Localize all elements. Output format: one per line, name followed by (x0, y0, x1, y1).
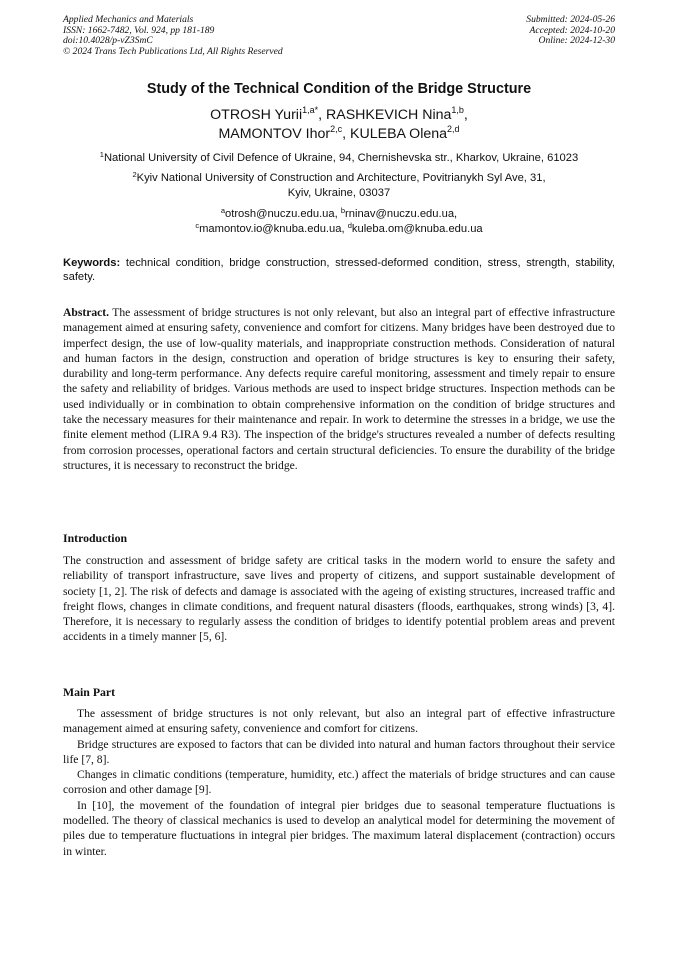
email-mark: c (195, 220, 200, 230)
affiliation-line: Kyiv, Ukraine, 03037 (287, 186, 391, 199)
keywords-label: Keywords: (63, 257, 121, 269)
author-emails (0, 207, 678, 236)
journal-copyright: © 2024 Trans Tech Publications Ltd, All Rights Reserved (63, 45, 283, 57)
email-link[interactable]: mamontov.io@knuba.edu.ua, (199, 222, 345, 235)
journal-doi[interactable]: doi:10.4028/p-vZ3SmC (63, 35, 153, 47)
main-part-heading: Main Part (63, 685, 116, 699)
author-line-2: MAMONTOV Ihor$^{2,c}$, KULEBA Olena$^{2,d}$ (218, 123, 460, 142)
affiliation-2 (0, 171, 678, 200)
author-list (0, 106, 678, 143)
paragraph: Bridge structures are exposed to factors that can be divided into natural and human factors throughout their service life [7, 8]. (63, 737, 615, 766)
online-date: Online: 2024-12-30 (538, 35, 615, 47)
email-link[interactable]: rninav@nuczu.edu.ua, (345, 208, 458, 220)
email-line (0, 222, 678, 237)
keywords-section (63, 256, 615, 285)
affiliation-text: Kyiv National University of Construction and Architecture, Povitrianykh Syl Ave, 31, (136, 172, 546, 184)
paper-title: Study of the Technical Condition of the Bridge Structure (146, 81, 532, 97)
submitted-date: Submitted: 2024-05-26 (526, 14, 615, 25)
email-mark: b (340, 206, 346, 215)
paragraph: In [10], the movement of the foundation of integral pier bridges due to seasonal temperature fluctuations is modelled. The theory of classical mechanics is used to develop an analytical model for determining the movement of piles due to temperature fluctuations in integral pier bridges. The maximum lateral displacement (contraction) occurs in winter. (63, 798, 615, 858)
email-link[interactable]: otrosh@nuczu.edu.ua, (225, 208, 338, 220)
abstract-label: Abstract. (63, 306, 110, 319)
email-mark: d (347, 220, 352, 230)
introduction-heading: Introduction (63, 531, 128, 545)
paragraph: Changes in climatic conditions (temperature, humidity, etc.) affect the materials of bridge structures and can cause corrosion and other damage [9]. (63, 768, 615, 797)
main-part-section (63, 706, 615, 859)
author-name: OTROSH Yurii (210, 107, 303, 123)
affiliation-line (0, 171, 678, 186)
email-line (0, 207, 678, 222)
affiliation-1 (0, 151, 678, 166)
publication-dates (526, 15, 615, 47)
journal-info (63, 15, 283, 57)
author-name: KULEBA Olena (350, 125, 448, 142)
author-affiliation-mark: 1,a* (302, 105, 319, 115)
author-name: MAMONTOV Ihor (218, 125, 331, 142)
author-affiliation-mark: 2,d (447, 123, 460, 134)
accepted-date: Accepted: 2024-10-20 (529, 24, 615, 36)
introduction-text: The construction and assessment of bridge safety are critical tasks in the modern world to ensure the safety and reliability of transport infrastructure, save lives and property of citizens, and support sustainable development of society [1, 2]. The risk of defects and damage is associated with the ageing of existing structures, increased traffic and freight flows, changes in climate conditions, and frequent natural disasters (floods, earthquakes, strong winds) [3, 4]. Therefore, it is necessary to regularly assess the condition of bridges to identify potential problem areas and prevent accidents in a timely manner [5, 6]. (63, 554, 615, 644)
affiliation-text: National University of Civil Defence of Ukraine, 94, Chernishevska str., Kharkov, Ukraine, 61023 (103, 152, 579, 164)
keywords-text: technical condition, bridge construction, stressed-deformed condition, stress, strength, stability, safety. (63, 257, 615, 284)
author-affiliation-mark: 2,c (330, 123, 343, 134)
affiliation-mark: 1 (99, 150, 104, 159)
journal-issn: ISSN: 1662-7482, Vol. 924, pp 181-189 (63, 24, 215, 36)
email-mark: a (220, 206, 225, 215)
paragraph: The assessment of bridge structures is not only relevant, but also an integral part of effective infrastructure management aimed at ensuring safety, convenience and comfort for citizens. (63, 707, 615, 736)
affiliation-mark: 2 (132, 170, 137, 179)
author-affiliation-mark: 1,b (451, 105, 464, 115)
abstract-section (63, 305, 615, 473)
email-link[interactable]: kuleba.om@knuba.edu.ua (351, 222, 483, 235)
journal-name: Applied Mechanics and Materials (63, 14, 194, 25)
abstract-text: The assessment of bridge structures is not only relevant, but also an integral part of effective infrastructure management aimed at ensuring safety, convenience and comfort for citizens. Many bridges have been destroyed due to imperfect design, the use of low-quality materials, and inappropriate construction methods. Consideration of natural and human factors in the design, construction and operation of bridge structures is key to ensuring their safety, durability and long-term performance. Any defects require careful monitoring, assessment and timely repair to ensure the safety and reliability of bridges. Various methods are used to inspect bridge structures. Inspection methods can be used individually or in combination to obtain comprehensive information on the condition of bridge structures and take the necessary measures for their maintenance and repair. In work to determine the stresses in a bridge, we use the finite element method (LIRA 9.4 R3). The inspection of the bridge's structures revealed a number of defects resulting from corrosion processes, operational factors and certain structural deficiencies. To ensure the durability of the bridge structures, it is necessary to reconstruct the bridge. (63, 306, 615, 472)
author-line-1: OTROSH Yurii$^{1,a*}$, RASHKEVICH Nina$^{1,b}$, (210, 105, 468, 123)
author-name: RASHKEVICH Nina (326, 107, 452, 123)
